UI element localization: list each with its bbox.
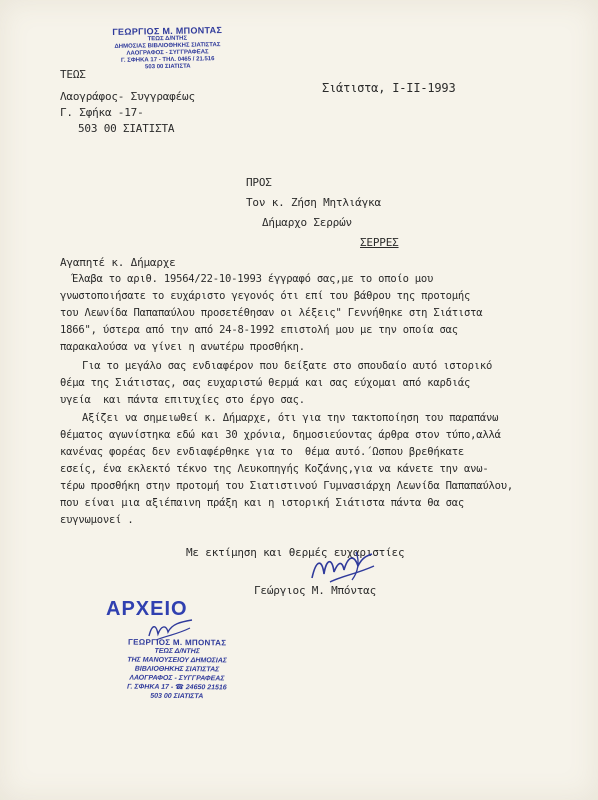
text-line: τέρω προσθήκη στην προτομή του Σιατιστινού Γυμνασιάρχη Λεωνίδα Παπαπαύλου, — [60, 480, 513, 492]
sender-occupation: Λαογράφος- Συγγραφέως — [60, 90, 195, 103]
recipient-title: Δήμαρχο Σερρών — [262, 216, 352, 229]
paragraph-3 — [60, 410, 570, 529]
stamp-line: 503 00 ΣΙΑΤΙΣΤΑ — [150, 692, 204, 701]
stamp-line: ΤΗΣ ΜΑΝΟΥΣΕΙΟΥ ΔΗΜΟΣΙΑΣ — [127, 656, 227, 665]
paragraph-1 — [60, 271, 570, 356]
text-line: που είναι μια αξιέπαινη πράξη και η ιστορική Σιάτιστα πάντα θα σας — [60, 497, 465, 509]
sender-city: 503 00 ΣΙΑΤΙΣΤΑ — [78, 122, 175, 135]
recipient-city: ΣΕΡΡΕΣ — [360, 236, 399, 249]
text-line: 1866", ύστερα από την από 24-8-1992 επιστολή μου με την οποία σας — [60, 324, 458, 336]
letter-date: Σιάτιστα, I-II-1993 — [322, 81, 456, 95]
recipient-pros: ΠΡΟΣ — [246, 176, 272, 189]
text-line: θέματος αγωνίστηκα εδώ και 30 χρόνια, δημοσιεύοντας άρθρα στον τύπο,αλλά — [60, 429, 501, 441]
text-line: θέμα της Σιάτιστας, σας ευχαριστώ θερμά και σας εύχομαι από καρδιάς — [60, 377, 471, 389]
stamp-name: ΓΕΩΡΓΙΟΣ Μ. ΜΠΟΝΤΑΣ — [112, 25, 223, 37]
sender-street: Γ. Σφήκα -17- — [60, 106, 144, 119]
text-line: παρακαλούσα να γίνει η ανωτέρω προσθήκη. — [60, 341, 305, 353]
text-line: γνωστοποιήσατε το ευχάριστο γεγονός ότι επί του βάθρου της προτομής — [60, 290, 471, 302]
stamp-line: ΛΑΟΓΡΑΦΟΣ - ΣΥΓΓΡΑΦΕΑΣ — [126, 49, 209, 57]
text-line: εσείς, ένα εκλεκτό τέκνο της Λευκοπηγής Κοζάνης,για να κάνετε την ανω- — [60, 463, 489, 475]
recipient-name: Τον κ. Ζήση Μητλιάγκα — [246, 196, 381, 209]
stamp-name: ΓΕΩΡΓΙΟΣ Μ. ΜΠΟΝΤΑΣ — [128, 637, 227, 648]
stamp-line: ΤΕΩΣ Δ/ΝΤΗΣ — [154, 647, 200, 656]
greeting: Αγαπητέ κ. Δήμαρχε — [60, 256, 176, 269]
stamp-line: ΤΕΩΣ Δ/ΝΤΗΣ — [147, 35, 188, 43]
stamp-line: Γ. ΣΦΗΚΑ 17 - ΤΗΛ. 0465 / 21.516 — [120, 56, 215, 64]
signatory-name: Γεώργιος Μ. Μπόντας — [254, 584, 377, 597]
stamp-line: ΛΑΟΓΡΑΦΟΣ - ΣΥΓΓΡΑΦΕΑΣ — [129, 674, 225, 683]
handwritten-signature-icon — [308, 548, 378, 588]
text-line: Για το μεγάλο σας ενδιαφέρον που δείξατε στο σπουδαίο αυτό ιστορικό — [82, 360, 493, 372]
closing: Με εκτίμηση και θερμές ευχαριστίες — [186, 546, 405, 559]
text-line: ευγνωμονεί . — [60, 514, 134, 526]
stamp-line: Γ. ΣΦΗΚΑ 17 - ☎ 24650 21516 — [126, 683, 227, 692]
text-line: Έλαβα το αριθ. 19564/22-10-1993 έγγραφό σας,με το οποίο μου — [72, 273, 434, 285]
stamp-line: 503 00 ΣΙΑΤΙΣΤΑ — [144, 63, 191, 71]
archive-stamp: ΑΡΧΕΙΟ — [106, 598, 188, 620]
text-line: κανένας φορέας δεν ενδιαφέρθηκε για το θέμα αυτό.΄Ωσπου βρεθήκατε — [60, 446, 465, 458]
stamp-line: ΔΗΜΟΣΙΑΣ ΒΙΒΛΙΟΘΗΚΗΣ ΣΙΑΤΙΣΤΑΣ — [114, 42, 221, 50]
paragraph-2 — [60, 358, 570, 409]
text-line: του Λεωνίδα Παπαπαύλου προσετέθησαν οι λέξεις" Γεννήθηκε στη Σιάτιστα — [60, 307, 483, 319]
text-line: υγεία και πάντα επιτυχίες στο έργο σας. — [60, 394, 305, 406]
footer-stamp — [102, 637, 253, 701]
sender-former: ΤΕΩΣ — [60, 68, 86, 81]
stamp-line: ΒΙΒΛΙΟΘΗΚΗΣ ΣΙΑΤΙΣΤΑΣ — [134, 665, 220, 674]
text-line: Αξίζει να σημειωθεί κ. Δήμαρχε, ότι για την τακτοποίηση του παραπάνω — [82, 412, 499, 424]
letterhead-stamp — [100, 25, 236, 72]
